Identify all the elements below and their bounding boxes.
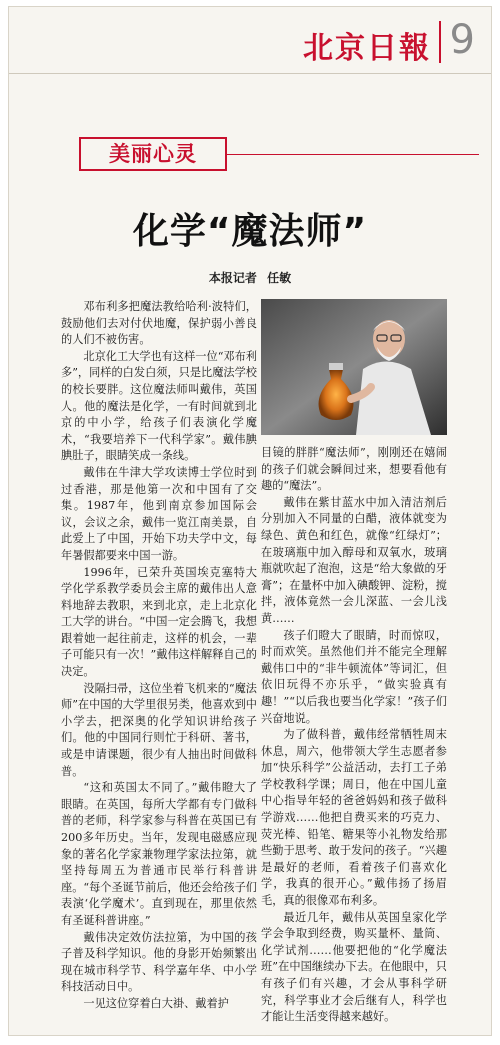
masthead-divider: [439, 21, 441, 63]
paragraph: 邓布利多把魔法教给哈利·波特们，鼓励他们去对付伏地魔，保护弱小善良的人们不被伤害。: [61, 300, 257, 347]
paragraph: 戴伟在牛津大学攻读博士学位时到过香港，那是他第一次和中国有了交集。1987年，他到南京参加国际会议，会议之余，戴伟一览江南美景，自此爱上了中国，开始下功夫学中文，每年暑假都要来中国一游。: [61, 465, 257, 562]
paragraph: 戴伟决定效仿法拉第，为中国的孩子普及科学知识。他的身影开始频繁出现在城市科学节、科学嘉年华、中小学科技活动日中。: [61, 930, 257, 994]
paragraph: 为了做科普，戴伟经常牺牲周末休息，周六，他带领大学生志愿者参加“快乐科学”公益活动，去打工子弟学校教科学课；周日，他在中国儿童中心指导年轻的爸爸妈妈和孩子做科学游戏……他把自费买来的巧克力、荧光棒、铅笔、糖果等小礼物发给那些勤于思考、敢于发问的孩子。“兴趣是最好的老师，看着孩子们喜欢化学，我真的很开心。”戴伟扬了扬眉毛，真的很像邓布利多。: [261, 728, 447, 908]
paragraph: 没隔扫帚，这位坐着飞机来的“魔法师”在中国的大学里很另类，他喜欢到中小学去，把深奥的化学知识讲给孩子们。他的中国同行则忙于科研、著书，或是申请课题，很少有人抽出时间做科普。: [61, 681, 257, 778]
byline-role: 本报记者: [208, 271, 257, 285]
headline: 化学“魔法师”: [132, 211, 368, 252]
newspaper-logo: 北京日報: [303, 31, 431, 66]
header-rule: [9, 73, 491, 74]
paragraph: 1996年，已荣升英国埃克塞特大学化学系教学委员会主席的戴伟出人意料地辞去教职，来到北京，走上北京化工大学的讲台。“中国一定会腾飞，我想跟着她一起往前走，这样的机会，一辈子可能只有一次！”戴伟这样解释自己的决定。: [61, 565, 257, 679]
article-photo: [261, 299, 447, 435]
article-column-left: [61, 299, 257, 1029]
scientist-photo-illustration: [261, 299, 447, 435]
page-number: 9: [449, 17, 475, 63]
byline: [9, 269, 491, 286]
paragraph: 孩子们瞪大了眼睛，时而惊叹，时而欢笑。虽然他们并不能完全理解戴伟口中的“非牛顿流体”等词汇，但依旧玩得不亦乐乎，“做实验真有趣！”“以后我也要当化学家！”孩子们兴奋地说。: [261, 628, 447, 725]
paragraph: 戴伟在紫甘蓝水中加入清洁剂后分别加入不同量的白醋，液体就变为绿色、黄色和红色，就像“红绿灯”；在玻璃瓶中加入醇母和双氧水，玻璃瓶就吹起了泡泡，这是“给大象做的牙膏”；在量杯中加入碘酸钾、淀粉，搅拌，液体竟然一会儿深蓝、一会儿浅黄……: [261, 495, 447, 625]
paragraph: 最近几年，戴伟从英国皇家化学学会争取到经费，购买量杯、量筒、化学试剂……他要把他的“化学魔法班”在中国继续办下去。在他眼中，只有孩子们有兴趣，才会从事科学研究，科学事业才会后继有人，科学也才能让生活变得越来越好。: [261, 910, 447, 1024]
newspaper-page: [8, 6, 492, 1036]
paragraph: 一见这位穿着白大褂、戴着护: [83, 996, 229, 1010]
paragraph: 目镜的胖胖“魔法师”，刚刚还在嬉闹的孩子们就会瞬间过来，想要看他有趣的“魔法”。: [261, 446, 447, 493]
byline-author: 任敏: [267, 271, 292, 285]
paragraph: “这和英国太不同了。”戴伟瞪大了眼睛。在英国，每所大学都有专门做科普的老师，科学家参与科普在英国已有200多年历史。当年，发现电磁感应现象的著名化学家兼物理学家法拉第，就坚持每周五为普通市民举行科普讲座。“每个圣诞节前后，他还会给孩子们表演‘化学魔术’。直到现在，那里依然有圣诞科普讲座。”: [61, 781, 257, 927]
article-column-right: [261, 445, 447, 1029]
column-tag: 美丽心灵: [79, 137, 227, 171]
column-tag-rule: [227, 154, 479, 155]
paragraph: 北京化工大学也有这样一位“邓布利多”，同样的白发白须，只是比魔法学校的校长要胖。这位魔法师叫戴伟，英国人。他的魔法是化学，一有时间就到北京的中小学，给孩子们表演化学魔术，“我要培养下一代科学家”。戴伟腆腆肚子，眼睛笑成一条线。: [61, 349, 257, 463]
masthead: [9, 7, 491, 73]
